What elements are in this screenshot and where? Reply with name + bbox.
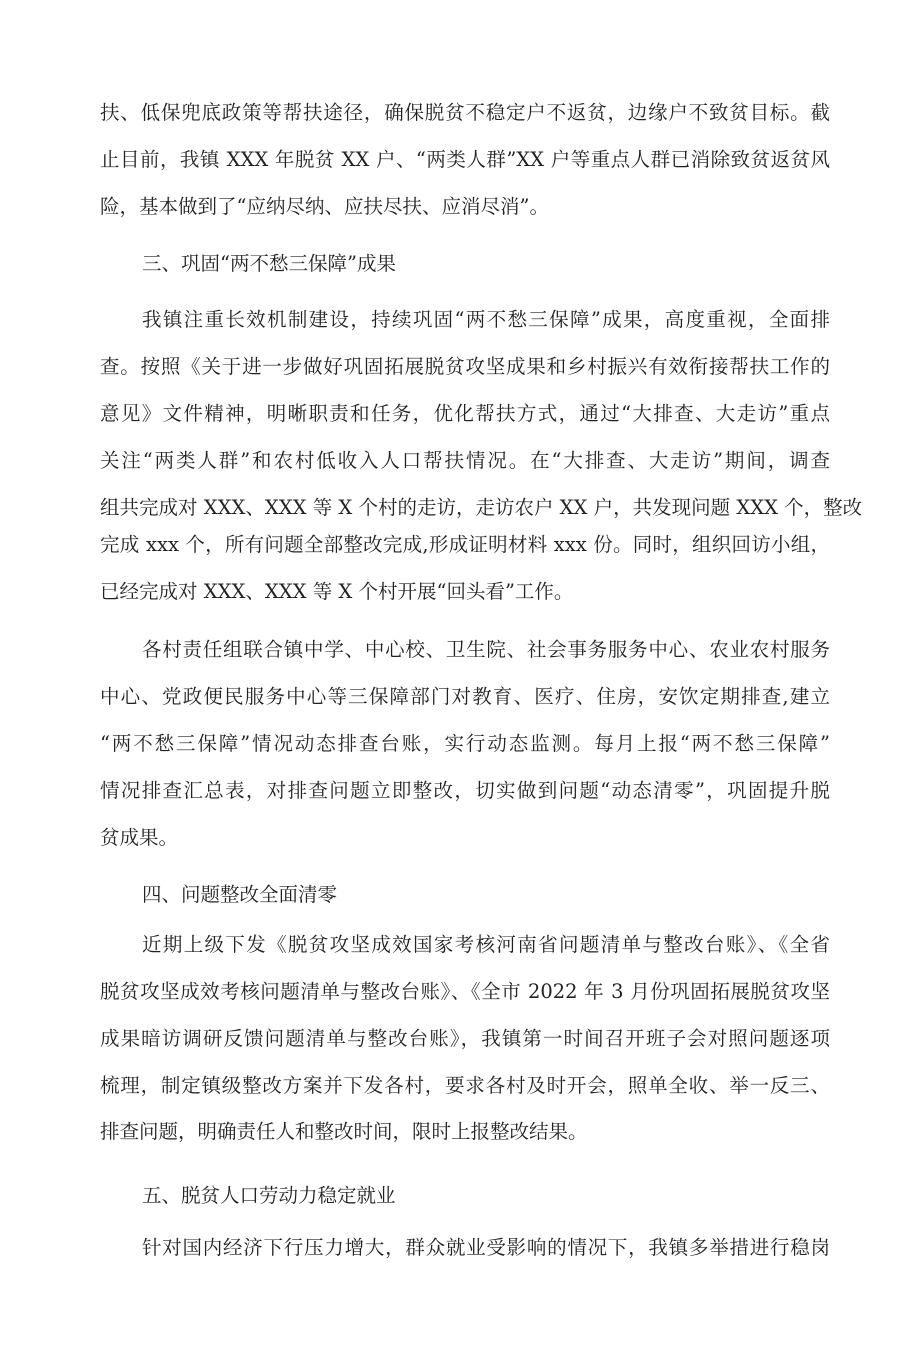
paragraph-line: 扶、低保兜底政策等帮扶途径，确保脱贫不稳定户不返贫，边缘户不致贫目标。截: [100, 101, 830, 124]
paragraph-line: 组共完成对 XXX、XXX 等 X 个村的走访，走访农户 XX 户，共发现问题 XXX 个，整改: [100, 496, 863, 519]
paragraph-line: 近期上级下发《脱贫攻坚成效国家考核河南省问题清单与整改台账》、《全省: [142, 933, 830, 956]
paragraph-line: 排查问题，明确责任人和整改时间，限时上报整改结果。: [100, 1120, 588, 1143]
paragraph-line: 我镇注重长效机制建设，持续巩固“两不愁三保障”成果，高度重视，全面排: [142, 308, 830, 331]
paragraph-line: 已经完成对 XXX、XXX 等 X 个村开展“回头看”工作。: [100, 580, 574, 603]
paragraph-line: 贫成果。: [100, 826, 179, 849]
section-heading-5: 五、脱贫人口劳动力稳定就业: [142, 1184, 396, 1207]
paragraph-line: “两不愁三保障”情况动态排查台账，实行动态监测。每月上报“两不愁三保障”: [100, 732, 830, 755]
paragraph-line: 成果暗访调研反馈问题清单与整改台账》，我镇第一时间召开班子会对照问题逐项: [100, 1027, 830, 1050]
paragraph-line: 中心、党政便民服务中心等三保障部门对教育、医疗、住房，安饮定期排查,建立: [100, 685, 830, 708]
paragraph-line: 各村责任组联合镇中学、中心校、卫生院、社会事务服务中心、农业农村服务: [142, 638, 830, 661]
paragraph-line: 险，基本做到了“应纳尽纳、应扶尽扶、应消尽消”。: [100, 195, 549, 218]
paragraph-line: 关注“两类人群”和农村低收入人口帮扶情况。在“大排查、大走访”期间，调查: [100, 449, 830, 472]
paragraph-line: 意见》文件精神，明晰职责和任务，优化帮扶方式，通过“大排查、大走访”重点: [100, 402, 830, 425]
paragraph-line: 情况排查汇总表，对排查问题立即整改，切实做到问题“动态清零”，巩固提升脱: [100, 779, 830, 802]
paragraph-line: 查。按照《关于进一步做好巩固拓展脱贫攻坚成果和乡村振兴有效衔接帮扶工作的: [100, 355, 830, 378]
paragraph-line: 针对国内经济下行压力增大，群众就业受影响的情况下，我镇多举措进行稳岗: [142, 1236, 830, 1259]
paragraph-line: 止目前，我镇 XXX 年脱贫 XX 户、“两类人群”XX 户等重点人群已消除致贫返贫风: [100, 148, 830, 171]
paragraph-line: 梳理，制定镇级整改方案并下发各村，要求各村及时开会，照单全收、举一反三、: [100, 1074, 830, 1097]
section-heading-3: 三、巩固“两不愁三保障”成果: [142, 252, 396, 275]
section-heading-4: 四、问题整改全面清零: [142, 883, 338, 906]
paragraph-line: 完成 xxx 个，所有问题全部整改完成,形成证明材料 xxx 份。同时，组织回访小组，: [100, 533, 830, 556]
paragraph-line: 脱贫攻坚成效考核问题清单与整改台账》、《全市 2022 年 3 月份巩固拓展脱贫攻坚: [100, 980, 830, 1003]
